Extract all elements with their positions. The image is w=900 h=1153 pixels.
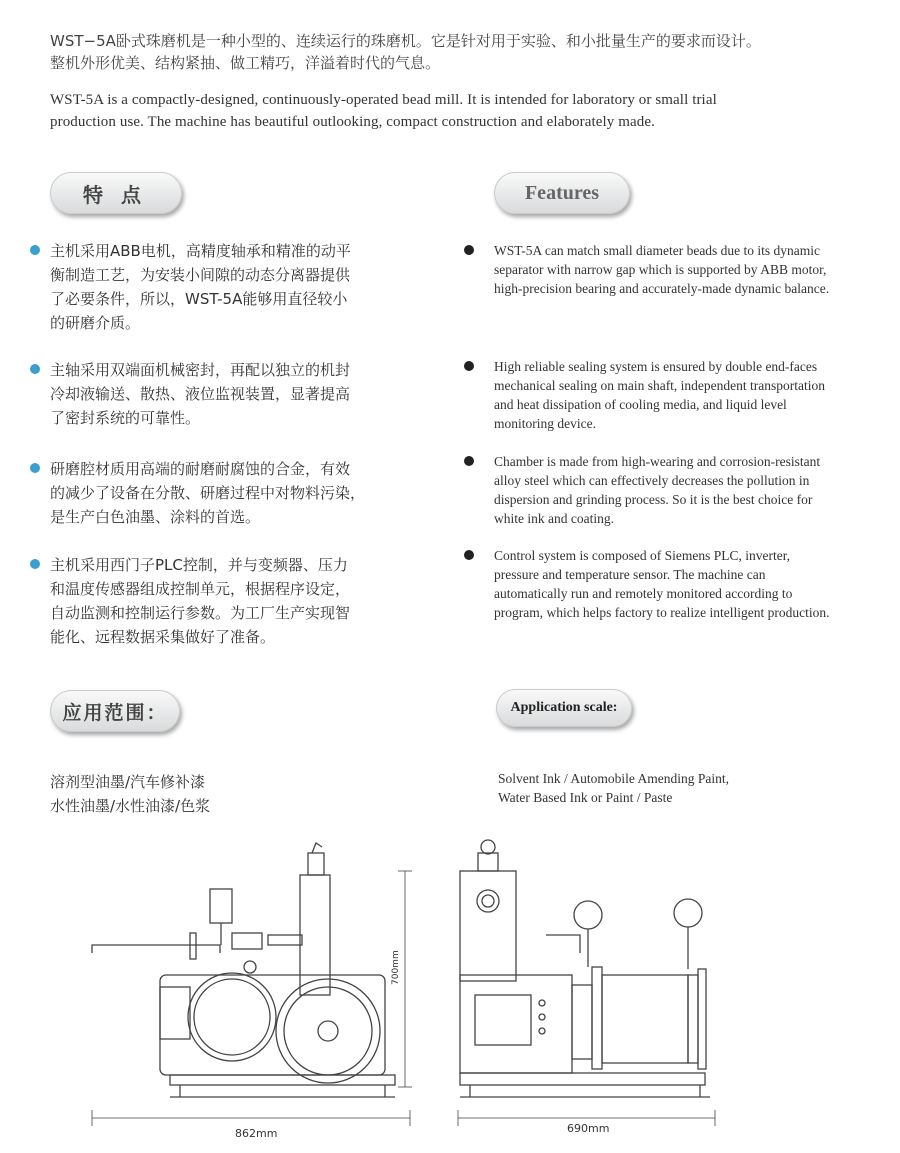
machine-technical-drawing bbox=[60, 835, 730, 1145]
side-view-drawing bbox=[458, 840, 715, 1126]
intro-cn-line-2: 整机外形优美、结构紧抽、做工精巧，洋溢着时代的气息。 bbox=[50, 54, 441, 72]
feature-en-item-1: WST-5A can match small diameter beads due to its dynamic separator with narrow gap which is supported by ABB motor, high-precision bearing and accurately-made dynamic balance. bbox=[464, 241, 884, 298]
feature-en-item-2: High reliable sealing system is ensured by double end-faces mechanical sealing on main shaft, independent transportation and heat dissipation of cooling media, and liquid level monitoring device. bbox=[464, 357, 884, 433]
bullet-dot-icon bbox=[30, 559, 40, 569]
intro-cn-line-1: WST−5A卧式珠磨机是一种小型的、连续运行的珠磨机。它是针对用于实验、和小批量生产的要求而设计。 bbox=[50, 32, 761, 50]
bullet-dot-icon bbox=[464, 550, 474, 560]
application-cn-heading: 应用范围： bbox=[50, 690, 180, 732]
feature-cn-item-3: 研磨腔材质用高端的耐磨耐腐蚀的合金，有效 的减少了设备在分散、研磨过程中对物料污染， 是生产白色油墨、涂料的首选。 bbox=[30, 457, 400, 529]
feature-cn-item-1: 主机采用ABB电机，高精度轴承和精准的动平 衡制造工艺，为安装小间隙的动态分离器提供 了必要条件，所以，WST-5A能够用直径较小 的研磨介质。 bbox=[30, 239, 400, 335]
feature-cn-item-2: 主轴采用双端面机械密封，再配以独立的机封 冷却液输送、散热、液位监视装置，显著提高 了密封系统的可靠性。 bbox=[30, 358, 400, 430]
intro-en-line-2: production use. The machine has beautiful outlooking, compact construction and elaborately made. bbox=[50, 114, 655, 130]
feature-en-item-3: Chamber is made from high-wearing and corrosion-resistant alloy steel which can effectively decreases the pollution in dispersion and grinding process. So it is the best choice for white ink and coating. bbox=[464, 452, 884, 528]
feature-cn-item-4: 主机采用西门子PLC控制，并与变频器、压力 和温度传感器组成控制单元，根据程序设定， 自动监测和控制运行参数。为工厂生产实现智 能化、远程数据采集做好了准备。 bbox=[30, 553, 400, 649]
side-width-dimension-label: 690mm bbox=[567, 1122, 610, 1135]
feature-en-item-4: Control system is composed of Siemens PLC, inverter, pressure and temperature sensor. The machine can automatically run and remotely monitored according to program, which helps factory to realize intelligent production. bbox=[464, 546, 884, 622]
features-cn-heading: 特点 bbox=[50, 172, 182, 214]
height-dimension-label: 700mm bbox=[391, 950, 401, 985]
front-width-dimension-label: 862mm bbox=[235, 1127, 278, 1140]
intro-chinese bbox=[50, 30, 870, 74]
front-view-drawing bbox=[92, 843, 412, 1126]
bullet-dot-icon bbox=[464, 361, 474, 371]
bullet-dot-icon bbox=[30, 463, 40, 473]
intro-en-line-1: WST-5A is a compactly-designed, continuously-operated bead mill. It is intended for laboratory or small trial bbox=[50, 92, 717, 108]
application-en-heading: Application scale: bbox=[496, 689, 632, 727]
bullet-dot-icon bbox=[464, 456, 474, 466]
bullet-dot-icon bbox=[464, 245, 474, 255]
application-en-list: Solvent Ink / Automobile Amending Paint, Water Based Ink or Paint / Paste bbox=[498, 771, 729, 805]
intro-english bbox=[50, 89, 870, 133]
bullet-dot-icon bbox=[30, 364, 40, 374]
features-en-heading: Features bbox=[494, 172, 630, 214]
bullet-dot-icon bbox=[30, 245, 40, 255]
application-cn-list: 溶剂型油墨/汽车修补漆 水性油墨/水性油漆/色浆 bbox=[50, 773, 211, 815]
